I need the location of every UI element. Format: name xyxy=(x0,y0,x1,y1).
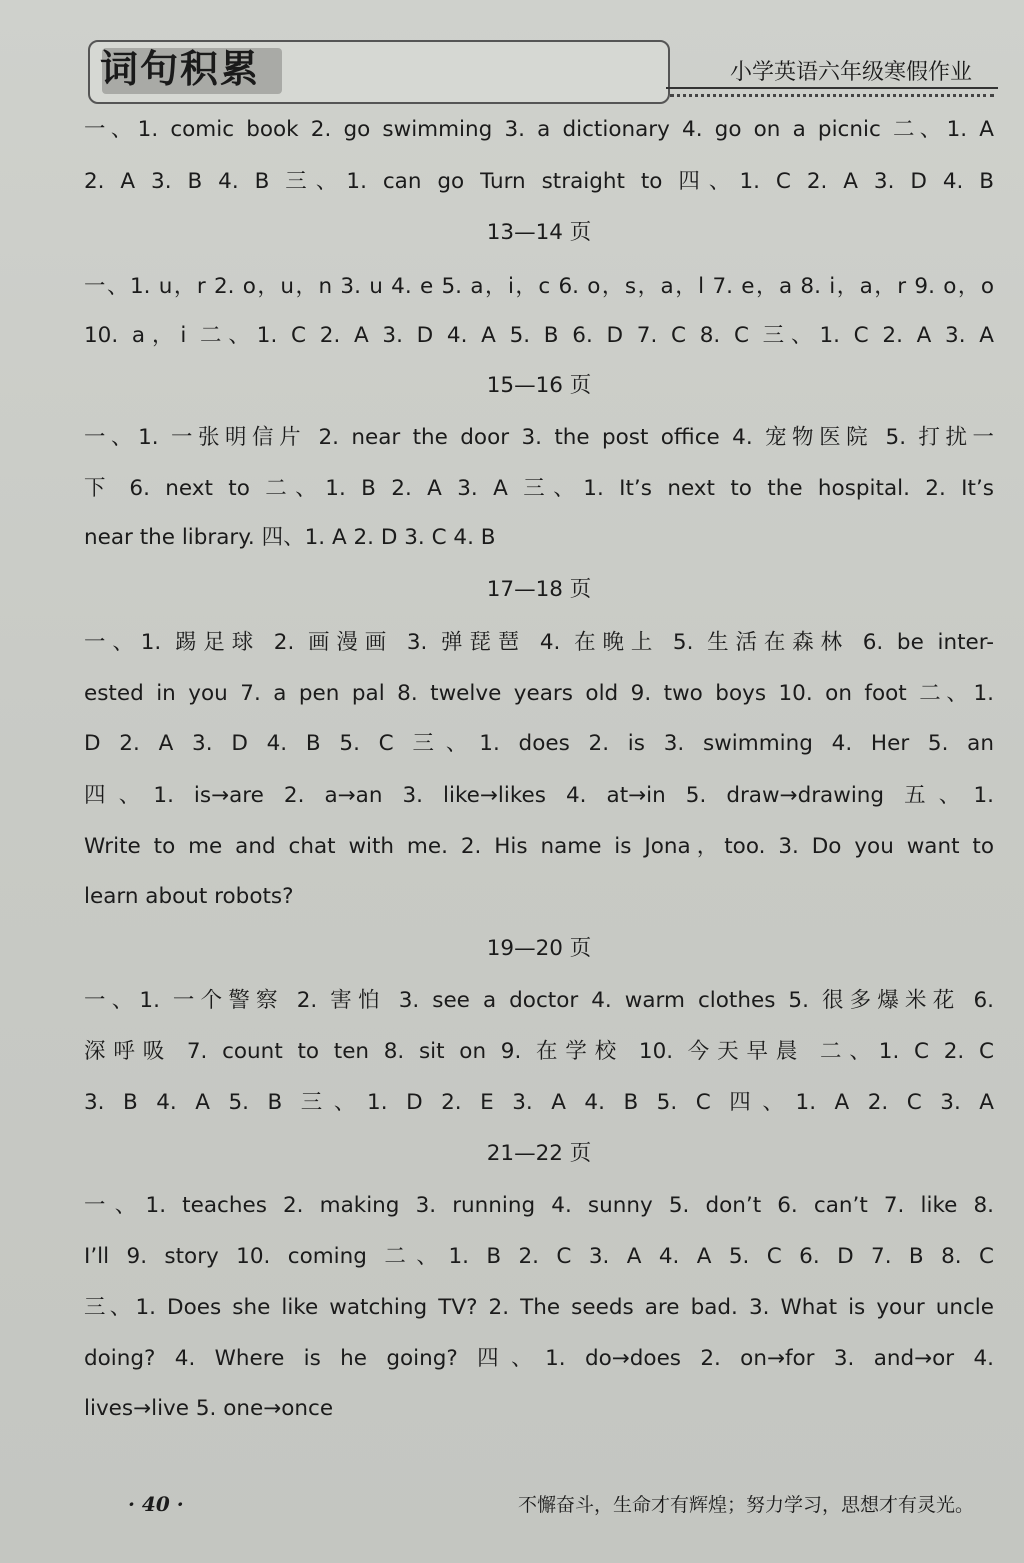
answer-line: 下 6. next to 二、1. B 2. A 3. A 三、1. It’s next to the hospital. 2. It’s xyxy=(84,476,994,501)
page-number: · 40 · xyxy=(128,1492,184,1516)
page-range-heading: 13—14 页 xyxy=(486,220,592,245)
answer-line: D 2. A 3. D 4. B 5. C 三、1. does 2. is 3. swimming 4. Her 5. an xyxy=(84,731,994,756)
answer-line: 一、1. 踢足球 2. 画漫画 3. 弹琵琶 4. 在晚上 5. 生活在森林 6. be inter- xyxy=(84,630,994,655)
answer-line: Write to me and chat with me. 2. His name is Jona，too. 3. Do you want to xyxy=(84,834,994,859)
answer-line: 三、1. Does she like watching TV? 2. The seeds are bad. 3. What is your uncle xyxy=(84,1295,994,1320)
header-rule xyxy=(666,87,998,89)
page-range-heading: 19—20 页 xyxy=(486,936,592,961)
answer-line: ested in you 7. a pen pal 8. twelve years old 9. two boys 10. on foot 二、1. xyxy=(84,681,994,706)
answer-line: 一、1. 一张明信片 2. near the door 3. the post office 4. 宠物医院 5. 打扰一 xyxy=(84,425,994,450)
answer-line: 一、1. comic book 2. go swimming 3. a dictionary 4. go on a picnic 二、1. A xyxy=(84,117,994,142)
header-dotted-rule xyxy=(670,94,994,97)
answer-line: near the library. 四、1. A 2. D 3. C 4. B xyxy=(84,525,496,550)
page-range-heading: 21—22 页 xyxy=(486,1141,592,1166)
answer-line: 3. B 4. A 5. B 三、1. D 2. E 3. A 4. B 5. C 四、1. A 2. C 3. A xyxy=(84,1090,994,1115)
answer-line: 深呼吸 7. count to ten 8. sit on 9. 在学校 10. 今天早晨 二、1. C 2. C xyxy=(84,1039,994,1064)
answer-line: doing? 4. Where is he going? 四、1. do→does 2. on→for 3. and→or 4. xyxy=(84,1346,994,1371)
answer-line: I’ll 9. story 10. coming 二、1. B 2. C 3. A 4. A 5. C 6. D 7. B 8. C xyxy=(84,1244,994,1269)
answer-line: 2. A 3. B 4. B 三、1. can go Turn straight to 四、1. C 2. A 3. D 4. B xyxy=(84,169,994,194)
page-range-heading: 15—16 页 xyxy=(486,373,592,398)
footer-motto: 不懈奋斗，生命才有辉煌；努力学习，思想才有灵光。 xyxy=(517,1494,974,1516)
answer-line: lives→live 5. one→once xyxy=(84,1396,334,1421)
page-range-heading: 17—18 页 xyxy=(486,577,592,602)
workbook-series-title: 小学英语六年级寒假作业 xyxy=(729,60,972,85)
answer-line: 四、1. is→are 2. a→an 3. like→likes 4. at→in 5. draw→drawing 五、1. xyxy=(84,783,994,808)
answer-line: 一、1. 一个警察 2. 害怕 3. see a doctor 4. warm clothes 5. 很多爆米花 6. xyxy=(84,988,994,1013)
section-title: 词句积累 xyxy=(100,47,261,91)
answer-line: 一、1. teaches 2. making 3. running 4. sunny 5. don’t 6. can’t 7. like 8. xyxy=(84,1193,994,1218)
answer-line: learn about robots? xyxy=(84,884,294,909)
answer-line: 一、1. u，r 2. o，u，n 3. u 4. e 5. a，i，c 6. o，s，a，l 7. e，a 8. i，a，r 9. o，o xyxy=(84,274,994,299)
answer-line: 10. a，i 二、1. C 2. A 3. D 4. A 5. B 6. D 7. C 8. C 三、1. C 2. A 3. A xyxy=(84,323,994,348)
